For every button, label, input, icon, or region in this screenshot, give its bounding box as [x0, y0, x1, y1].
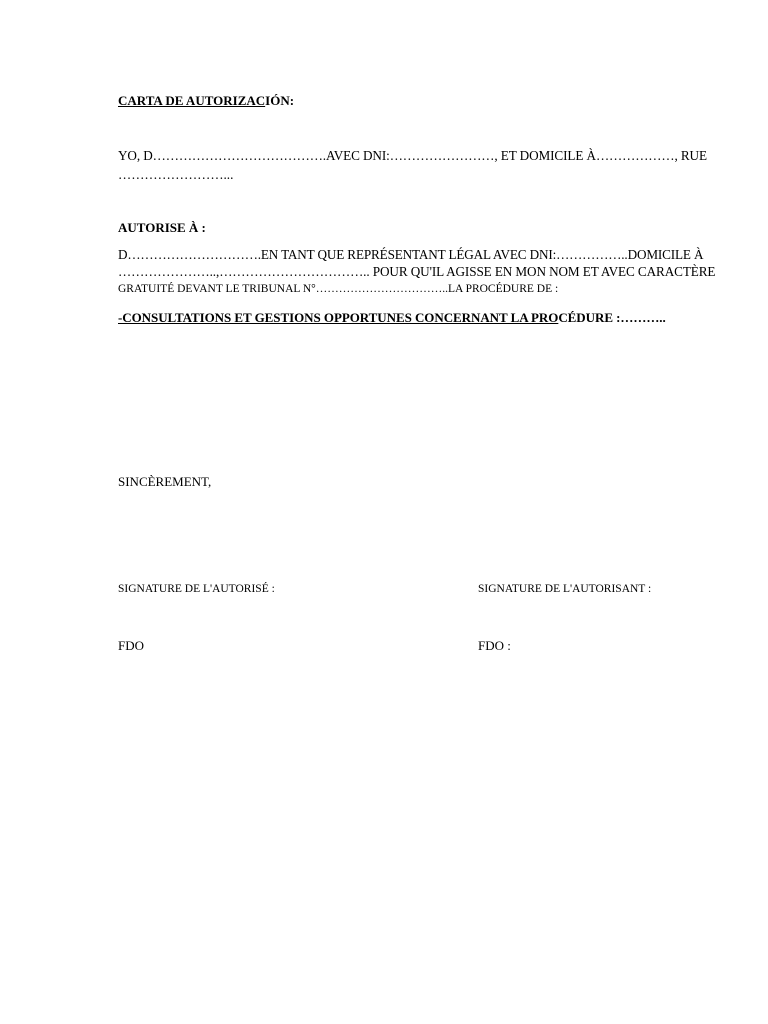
authorized-signature-label: SIGNATURE DE L'AUTORISÉ :: [118, 583, 275, 595]
authorized-fdo: FDO: [118, 638, 145, 653]
authorizes-heading: AUTORISE À :: [118, 220, 206, 235]
representative-line-1: D………………………….EN TANT QUE REPRÉSENTANT LÉGAL AVEC DNI:……………..DOMICILE À: [118, 247, 704, 262]
declarant-line-1: YO, D………………………………….AVEC DNI:……………………, ET DOMICILE À………………, RUE: [118, 148, 707, 163]
representative-line-2: …………………..,…………………………….. POUR QU'IL AGISSE EN MON NOM ET AVEC CARACTÈRE: [118, 264, 716, 279]
document-title: [118, 93, 294, 109]
document-title-rest: IÓN:: [265, 93, 295, 108]
document-title-underlined: CARTA DE AUTORIZAC: [118, 93, 266, 108]
declarant-line-2: ……………………...: [118, 167, 234, 182]
authorizer-fdo: FDO :: [478, 638, 511, 653]
representative-line-3: GRATUITÉ DEVANT LE TRIBUNAL N°……………………………..LA PROCÉDURE DE :: [118, 283, 559, 295]
authorizer-signature-label: SIGNATURE DE L'AUTORISANT :: [478, 583, 652, 595]
consultations-clause-underlined: -CONSULTATIONS ET GESTIONS OPPORTUNES CONCERNANT LA PRO: [118, 310, 559, 325]
closing-salutation: SINCÈREMENT,: [118, 474, 212, 489]
consultations-clause-rest: CÉDURE :………..: [558, 310, 666, 325]
consultations-clause: [118, 310, 666, 326]
